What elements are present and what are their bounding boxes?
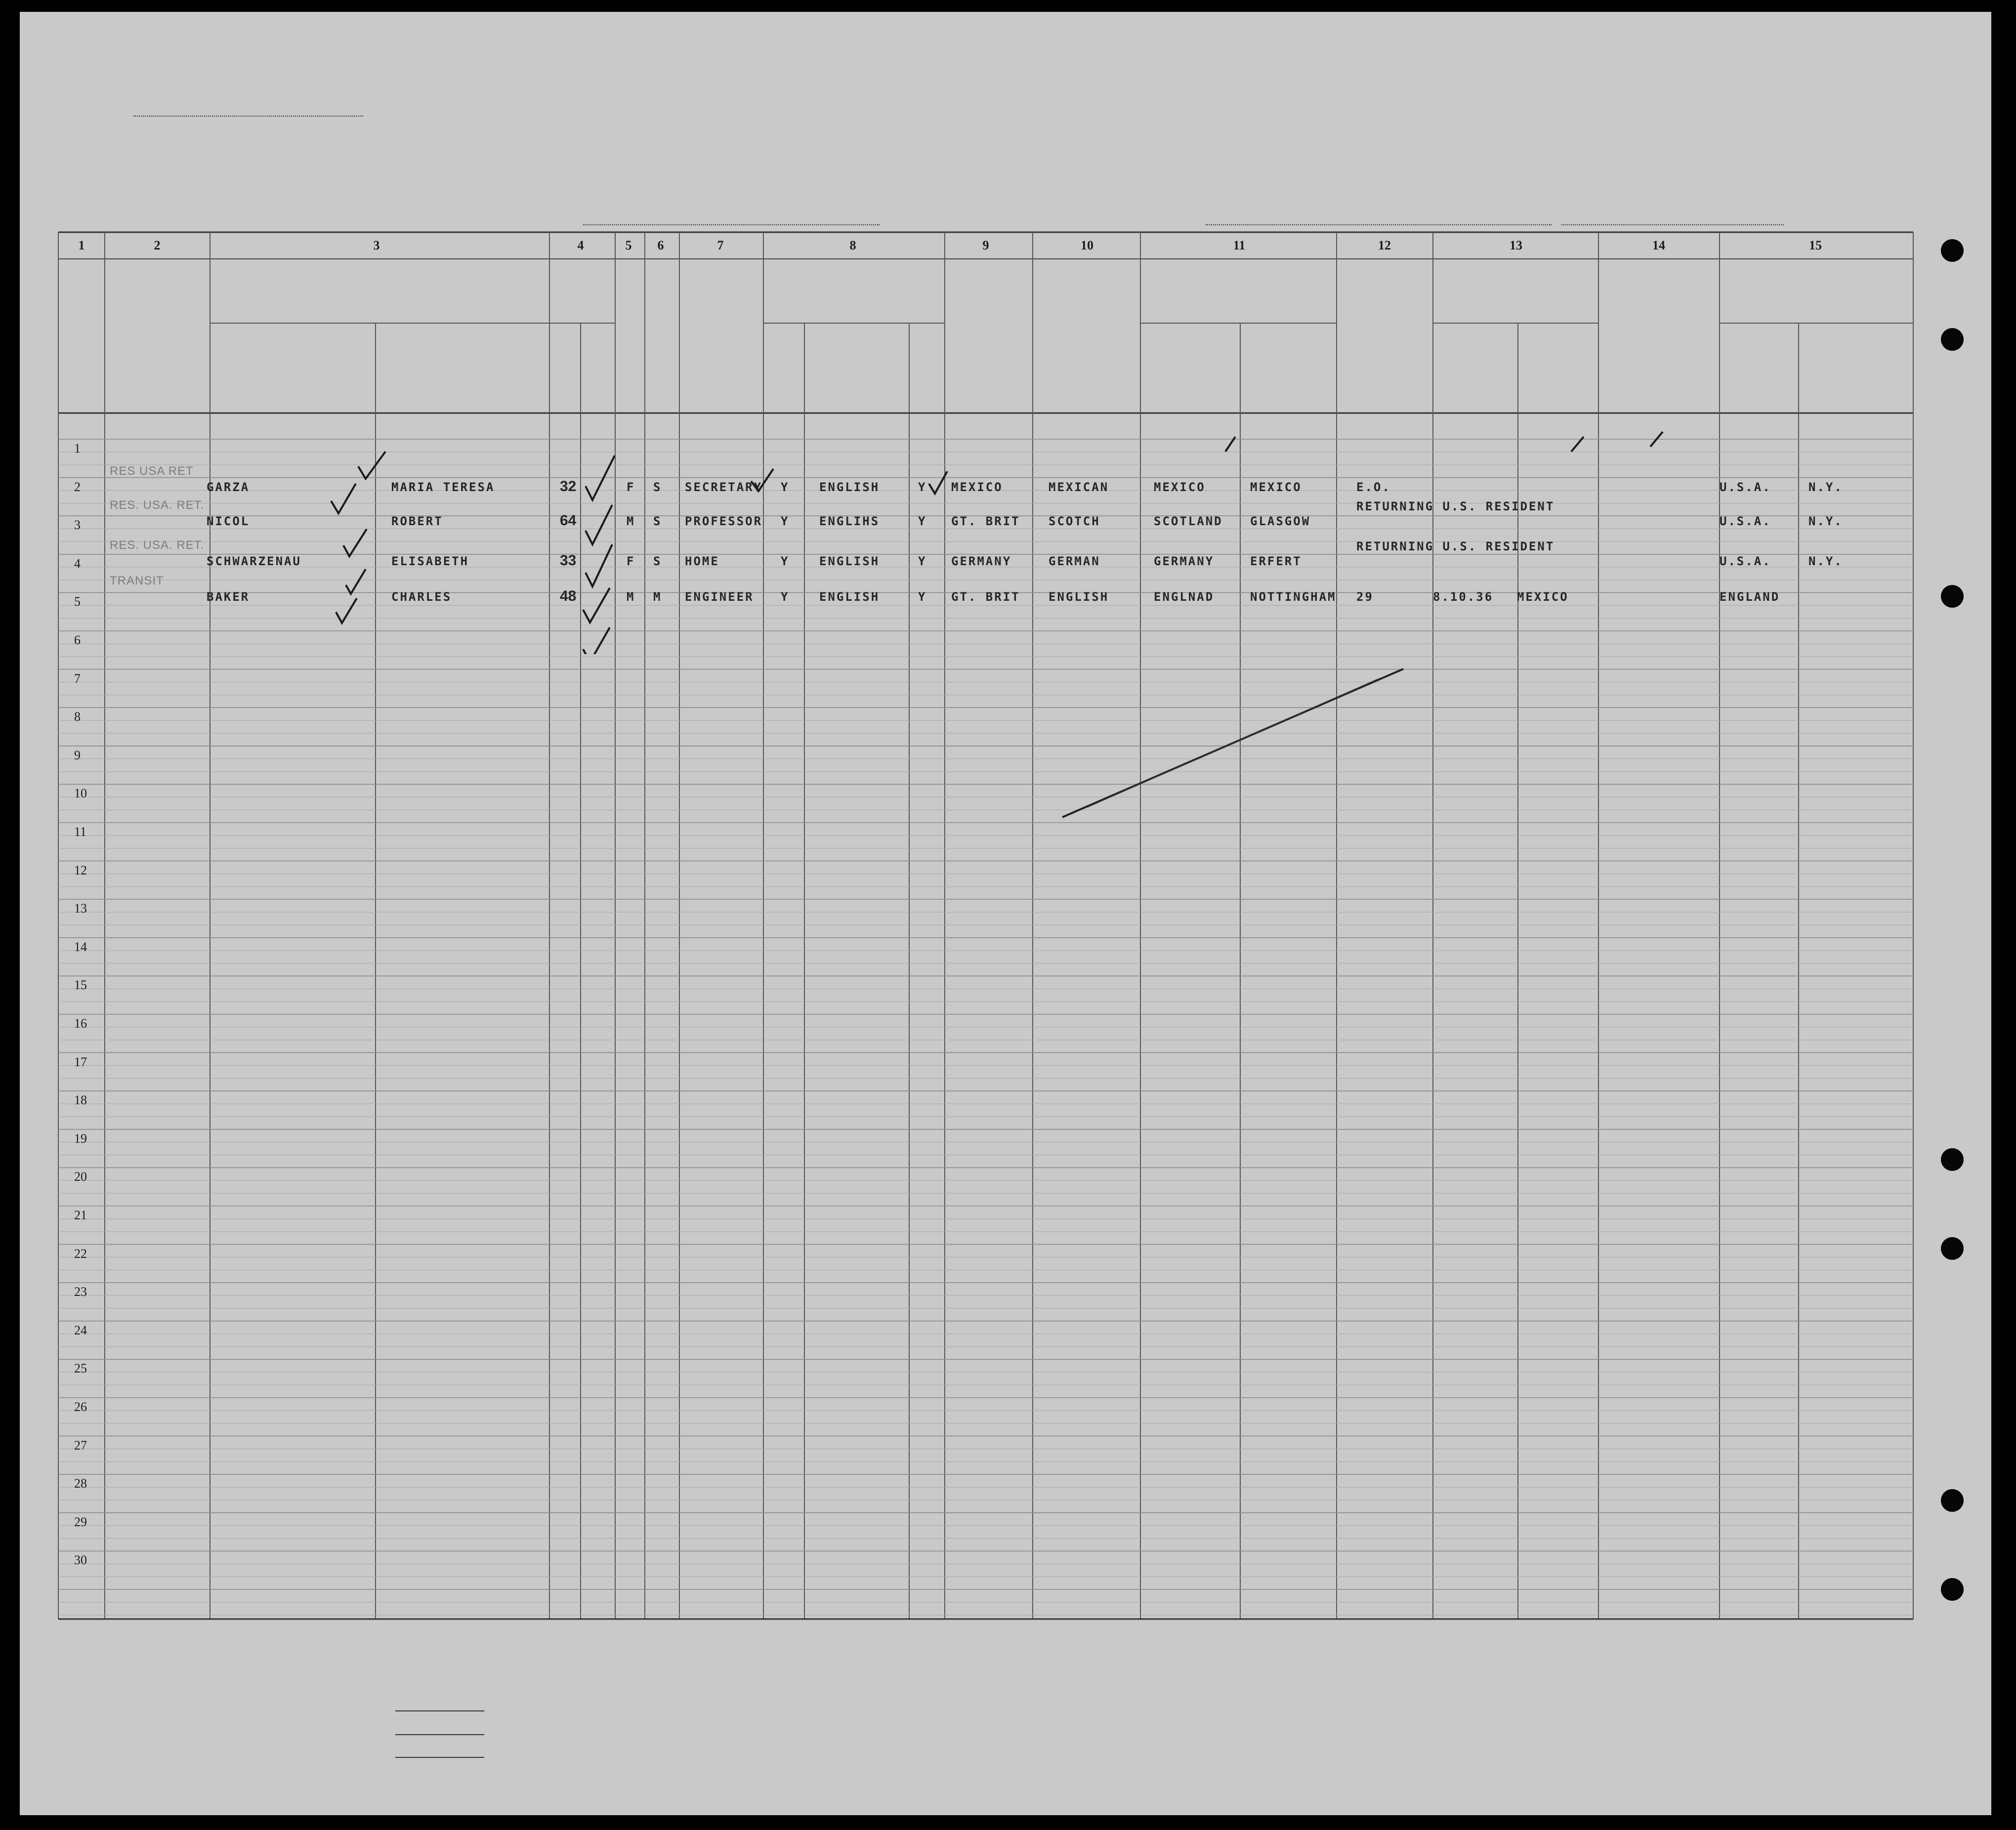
row-number: 7 — [74, 671, 81, 686]
sex-cell: M — [627, 514, 635, 528]
birth-country-cell: GERMANY — [1154, 554, 1215, 568]
row-number: 10 — [74, 786, 87, 801]
nationality-cell: GT. BRIT — [951, 590, 1020, 604]
race-cell: MEXICAN — [1049, 480, 1109, 494]
row-number: 16 — [74, 1016, 87, 1031]
row-number: 9 — [74, 748, 81, 762]
binder-hole — [1941, 328, 1964, 351]
given-name-cell: MARIA TERESA — [391, 480, 495, 494]
row-number: 26 — [74, 1400, 87, 1414]
column-number: 1 — [78, 238, 85, 252]
visa-cell: RETURNING U.S. RESIDENT — [1356, 499, 1555, 513]
read-cell: Y — [781, 590, 790, 604]
language-cell: ENGLISH — [819, 590, 880, 604]
column-number: 14 — [1652, 238, 1665, 252]
family-name-cell: NICOL — [207, 514, 250, 528]
row-number: 18 — [74, 1093, 87, 1108]
marital-cell: S — [653, 554, 662, 568]
status-cell: TRANSIT — [110, 574, 164, 587]
marital-cell: S — [653, 514, 662, 528]
sex-cell: M — [627, 590, 635, 604]
birth-city-cell: ERFERT — [1250, 554, 1302, 568]
language-cell: ENGLIHS — [819, 514, 880, 528]
column-number: 9 — [982, 238, 989, 252]
sex-cell: F — [627, 480, 635, 494]
marital-cell: S — [653, 480, 662, 494]
nationality-cell: MEXICO — [951, 480, 1003, 494]
row-number: 19 — [74, 1131, 87, 1146]
row-number: 8 — [74, 709, 81, 724]
row-number: 21 — [74, 1208, 87, 1222]
column-number: 11 — [1233, 238, 1246, 252]
row-number: 14 — [74, 939, 87, 954]
race-cell: GERMAN — [1049, 554, 1100, 568]
visa-cell: RETURNING U.S. RESIDENT — [1356, 540, 1555, 553]
row-number: 5 — [74, 594, 81, 609]
column-number: 7 — [717, 238, 724, 252]
row-number: 25 — [74, 1361, 87, 1376]
birth-country-cell: SCOTLAND — [1154, 514, 1223, 528]
row-number: 11 — [74, 825, 87, 839]
row-number: 30 — [74, 1553, 87, 1568]
residence-country-cell: U.S.A. — [1720, 514, 1771, 528]
row-number: 29 — [74, 1514, 87, 1529]
binder-hole — [1941, 1148, 1964, 1171]
age-years-cell: 32 — [560, 478, 577, 495]
column-number: 13 — [1510, 238, 1522, 252]
column-number: 2 — [154, 238, 161, 252]
write-cell: Y — [918, 514, 927, 528]
row-number: 1 — [74, 441, 81, 456]
column-number: 10 — [1081, 238, 1093, 252]
row-number: 24 — [74, 1323, 87, 1337]
footer-total-line — [395, 1710, 484, 1711]
status-cell: RES USA RET — [110, 464, 194, 478]
binder-hole — [1941, 1489, 1964, 1512]
column-number: 4 — [577, 238, 584, 252]
row-number: 28 — [74, 1476, 87, 1491]
age-years-cell: 64 — [560, 512, 577, 529]
birth-country-cell: MEXICO — [1154, 480, 1206, 494]
row-number: 12 — [74, 863, 87, 877]
given-name-cell: CHARLES — [391, 590, 452, 604]
signature-flourish — [1057, 659, 1413, 827]
write-cell: Y — [918, 590, 927, 604]
row-number: 20 — [74, 1169, 87, 1184]
occupation-cell: PROFESSOR — [685, 514, 763, 528]
birth-city-cell: MEXICO — [1250, 480, 1302, 494]
footer-aliens-line — [395, 1757, 484, 1758]
visa-cell: 29 — [1356, 590, 1374, 604]
visa-cell: E.O. — [1356, 480, 1391, 494]
row-number: 4 — [74, 556, 81, 571]
occupation-cell: SECRETARY — [685, 480, 763, 494]
status-cell: RES. USA. RET. — [110, 539, 205, 552]
residence-country-cell: ENGLAND — [1720, 590, 1780, 604]
row-number: 22 — [74, 1246, 87, 1261]
read-cell: Y — [781, 480, 790, 494]
age-years-cell: 33 — [560, 552, 577, 569]
column-number: 5 — [625, 238, 632, 252]
binder-hole — [1941, 1578, 1964, 1601]
status-cell: RES. USA. RET. — [110, 499, 205, 512]
column-number: 12 — [1378, 238, 1391, 252]
residence-city-cell: N.Y. — [1808, 480, 1843, 494]
age-years-cell: 48 — [560, 588, 577, 604]
row-number: 6 — [74, 633, 81, 647]
issued-place-cell: MEXICO — [1517, 590, 1569, 604]
column-number: 8 — [849, 238, 856, 252]
row-number: 15 — [74, 978, 87, 993]
row-number: 2 — [74, 479, 81, 494]
occupation-cell: ENGINEER — [685, 590, 754, 604]
column-number: 3 — [373, 238, 380, 252]
marital-cell: M — [653, 590, 662, 604]
given-name-cell: ROBERT — [391, 514, 443, 528]
row-number: 13 — [74, 901, 87, 916]
read-cell: Y — [781, 514, 790, 528]
row-number: 23 — [74, 1285, 87, 1299]
residence-city-cell: N.Y. — [1808, 514, 1843, 528]
language-cell: ENGLISH — [819, 554, 880, 568]
residence-country-cell: U.S.A. — [1720, 480, 1771, 494]
write-cell: Y — [918, 480, 927, 494]
sex-cell: F — [627, 554, 635, 568]
row-number: 3 — [74, 518, 81, 533]
row-number: 17 — [74, 1054, 87, 1069]
nationality-cell: GERMANY — [951, 554, 1012, 568]
occupation-cell: HOME — [685, 554, 719, 568]
binder-hole — [1941, 1237, 1964, 1260]
binder-hole — [1941, 585, 1964, 608]
residence-country-cell: U.S.A. — [1720, 554, 1771, 568]
check-marks — [20, 12, 1991, 654]
read-cell: Y — [781, 554, 790, 568]
column-number: 15 — [1809, 238, 1822, 252]
birth-city-cell: GLASGOW — [1250, 514, 1311, 528]
issued-date-cell: 8.10.36 — [1433, 590, 1494, 604]
binder-hole — [1941, 239, 1964, 262]
footer-citizens-line — [395, 1734, 484, 1735]
birth-country-cell: ENGLNAD — [1154, 590, 1215, 604]
family-name-cell: GARZA — [207, 480, 250, 494]
write-cell: Y — [918, 554, 927, 568]
family-name-cell: BAKER — [207, 590, 250, 604]
row-number: 27 — [74, 1438, 87, 1453]
manifest-page — [20, 12, 1991, 1815]
language-cell: ENGLISH — [819, 480, 880, 494]
nationality-cell: GT. BRIT — [951, 514, 1020, 528]
given-name-cell: ELISABETH — [391, 554, 469, 568]
residence-city-cell: N.Y. — [1808, 554, 1843, 568]
birth-city-cell: NOTTINGHAM — [1250, 590, 1337, 604]
family-name-cell: SCHWARZENAU — [207, 554, 301, 568]
race-cell: ENGLISH — [1049, 590, 1109, 604]
race-cell: SCOTCH — [1049, 514, 1100, 528]
column-number: 6 — [657, 238, 664, 252]
